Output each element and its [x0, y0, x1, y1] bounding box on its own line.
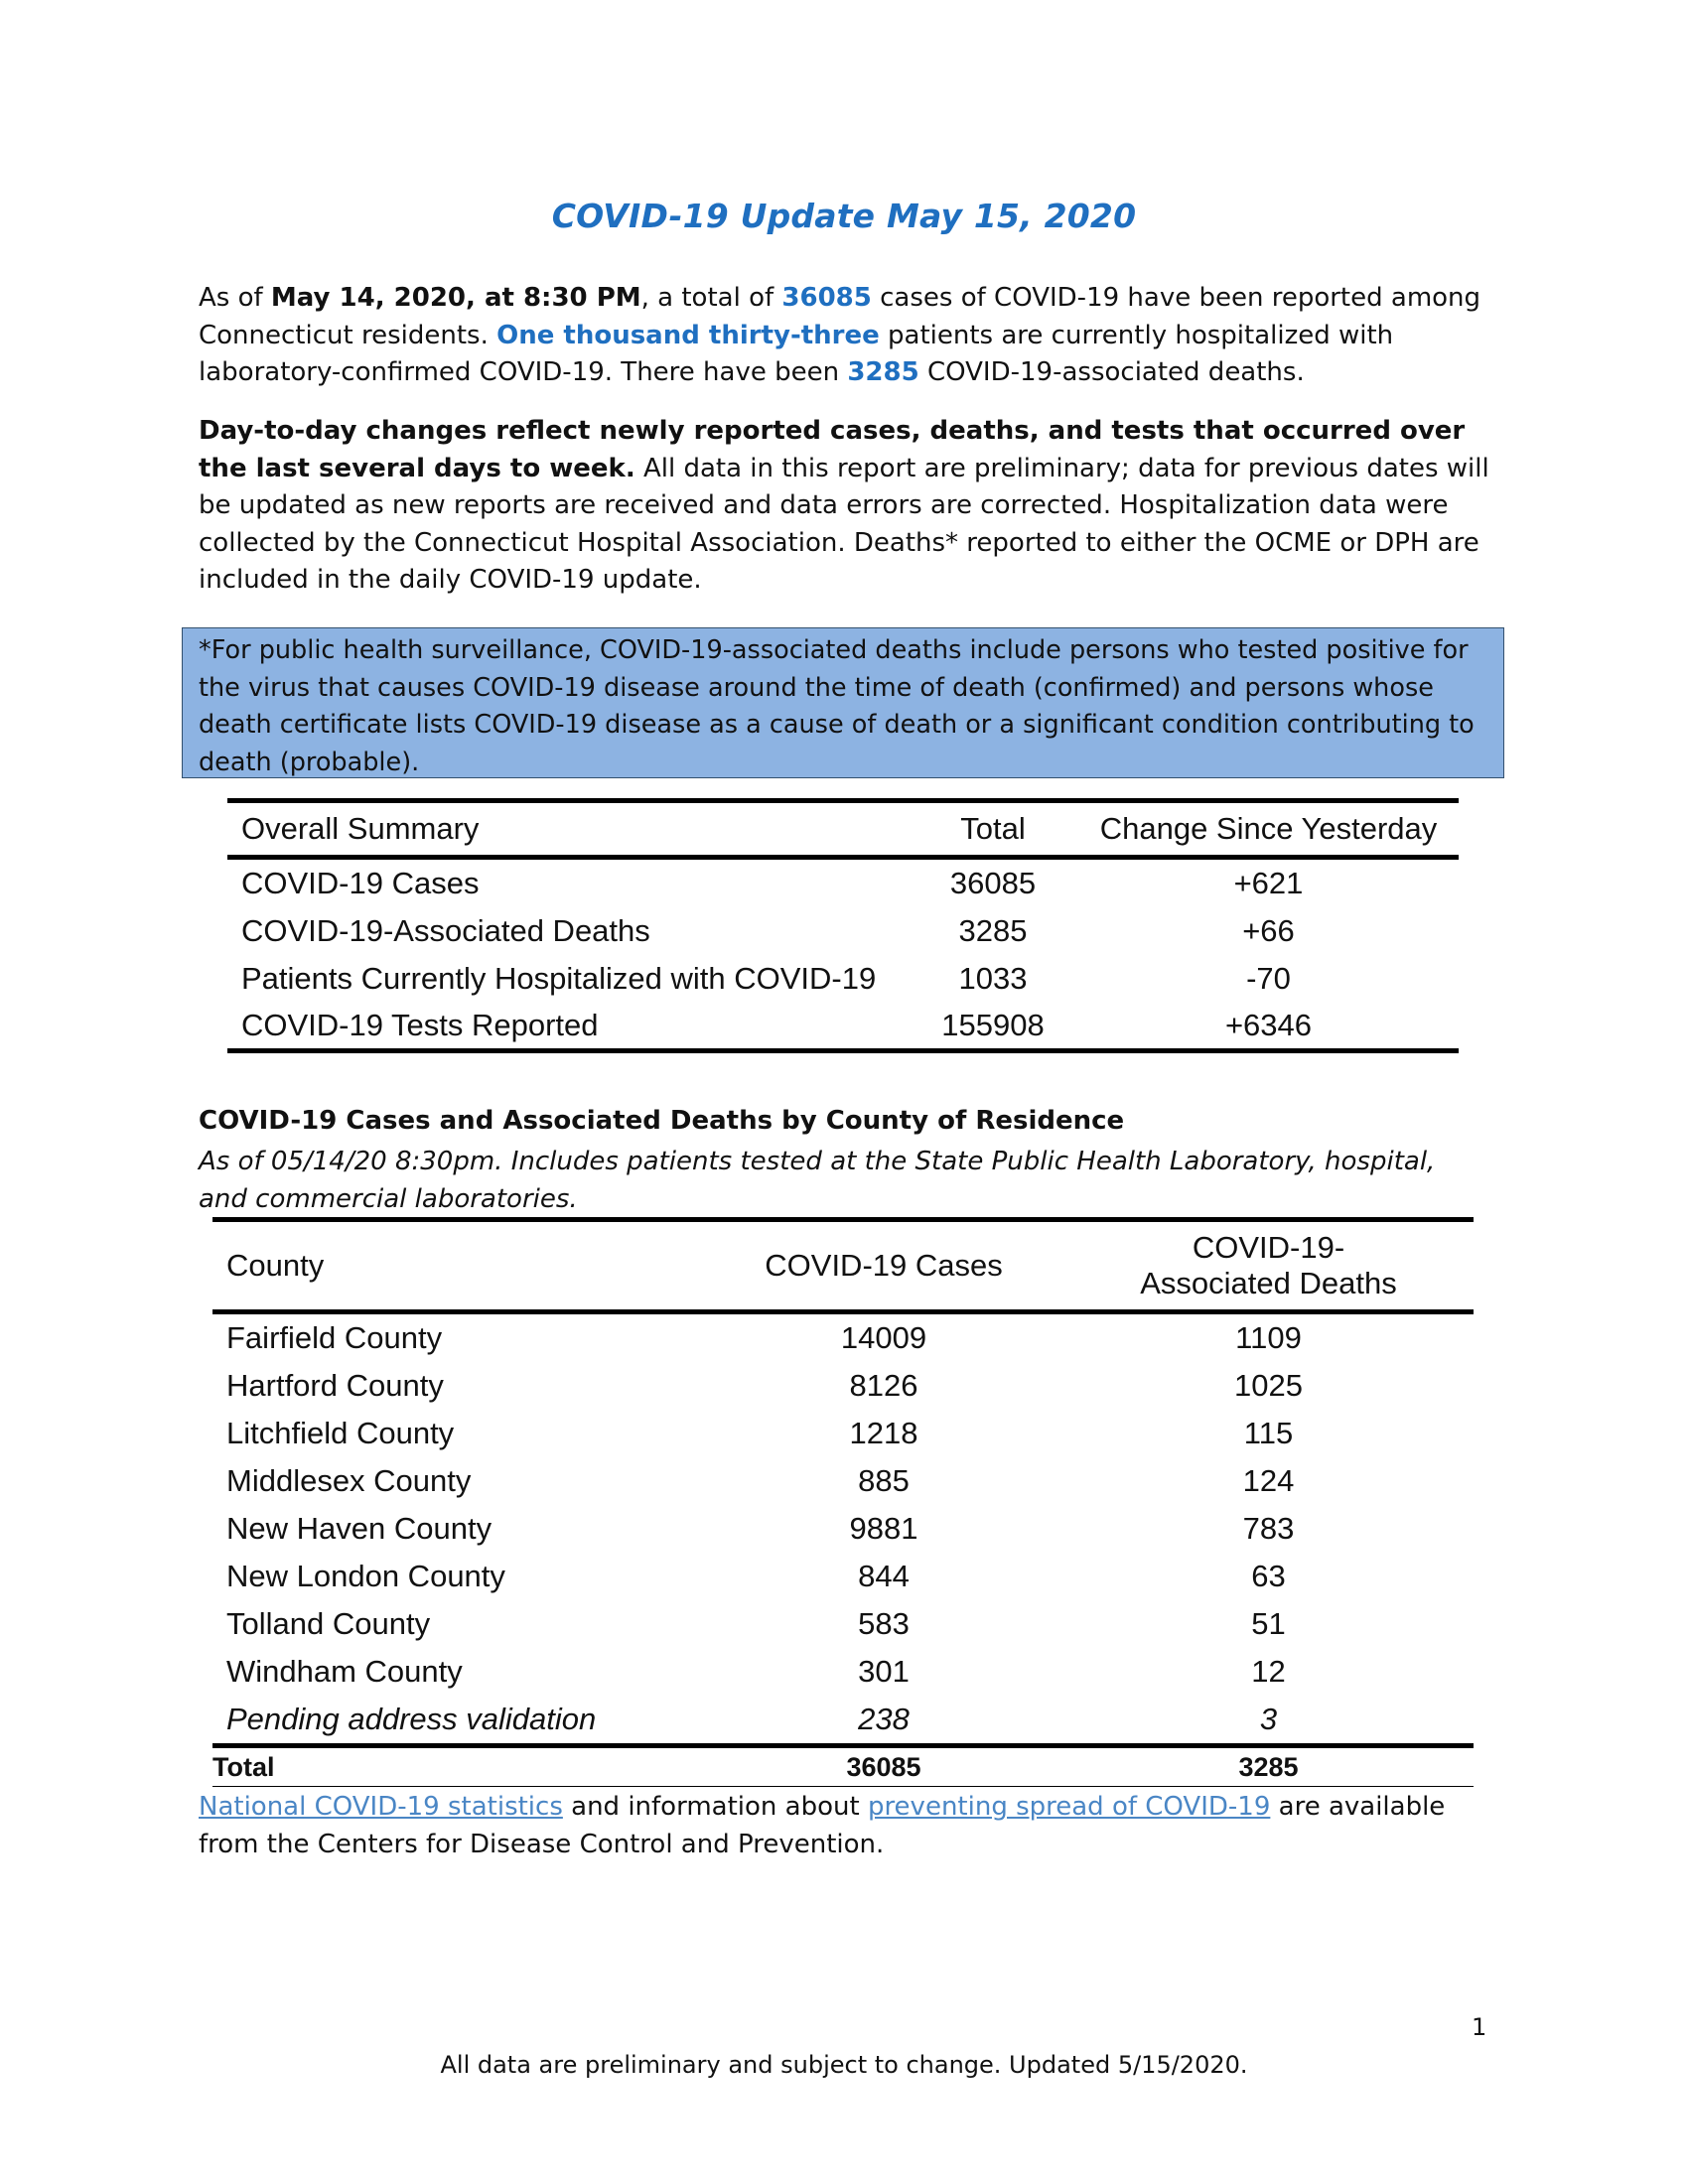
county-header-deaths-text: COVID-19-Associated Deaths: [1140, 1230, 1397, 1300]
county-cases: 583: [858, 1606, 910, 1641]
county-cases: 9881: [849, 1511, 918, 1546]
county-deaths: 115: [1243, 1416, 1294, 1450]
county-row: [212, 1362, 1474, 1410]
summary-total: 36085: [949, 866, 1037, 900]
page-number: 1: [1472, 2013, 1487, 2041]
summary-total: 155908: [908, 1003, 1078, 1051]
summary-row: [227, 858, 1459, 908]
summary-row: [227, 1003, 1459, 1051]
county-table: [212, 1217, 1474, 1787]
county-header-row: [212, 1220, 1474, 1312]
county-name: Windham County: [226, 1654, 463, 1689]
county-deaths: 12: [1251, 1654, 1286, 1689]
intro-text-1: As of: [199, 283, 271, 313]
page-title: COVID-19 Update May 15, 2020: [551, 197, 1137, 235]
intro-text-2: , a total of: [640, 283, 782, 313]
summary-row: [227, 955, 1459, 1003]
intro-text-3: cases of COVID-19 have been reported among Connecticut residents.: [199, 283, 1481, 350]
national-statistics-link[interactable]: National COVID-19 statistics: [199, 1792, 563, 1822]
county-name: New London County: [226, 1559, 505, 1593]
county-header-deaths: [1063, 1220, 1474, 1312]
total-cases-highlight: 36085: [781, 283, 872, 313]
county-name: Fairfield County: [226, 1320, 443, 1355]
county-name: Hartford County: [226, 1368, 444, 1403]
county-cases: 885: [858, 1463, 910, 1498]
county-header-cases: COVID-19 Cases: [704, 1220, 1063, 1312]
county-name: Middlesex County: [226, 1463, 472, 1498]
intro-text-4: patients are currently hospitalized with laboratory-confirmed COVID-19. There have been: [199, 320, 1394, 387]
summary-label: COVID-19 Cases: [241, 866, 480, 900]
overall-summary-table: [227, 798, 1459, 1053]
summary-row: [227, 907, 1459, 955]
county-cases: 301: [858, 1654, 910, 1689]
total-deaths: 3285: [1063, 1746, 1474, 1787]
county-header-county: County: [212, 1220, 704, 1312]
county-cases: 1218: [849, 1416, 918, 1450]
county-deaths: 51: [1251, 1606, 1286, 1641]
county-total-row: [212, 1746, 1474, 1787]
summary-change: +66: [1242, 913, 1295, 948]
summary-total: 3285: [958, 913, 1028, 948]
county-name: Litchfield County: [226, 1416, 455, 1450]
summary-change: +621: [1233, 866, 1304, 900]
summary-header-row: [227, 801, 1459, 858]
county-deaths: 1109: [1235, 1320, 1302, 1355]
county-name: Pending address validation: [226, 1702, 597, 1736]
links-text-2: are available from the Centers for Disease Control and Prevention.: [199, 1792, 1446, 1859]
county-cases: 238: [858, 1702, 910, 1736]
county-row: [212, 1648, 1474, 1696]
summary-header-change: Change Since Yesterday: [1078, 801, 1459, 858]
footer-note: All data are preliminary and subject to change. Updated 5/15/2020.: [440, 2051, 1248, 2079]
total-deaths-highlight: 3285: [847, 357, 919, 387]
summary-total: 1033: [958, 961, 1028, 996]
total-cases: 36085: [704, 1746, 1063, 1787]
intro-paragraph: [199, 280, 1489, 392]
cdc-links-paragraph: [199, 1789, 1509, 1863]
deaths-definition-note: *For public health surveillance, COVID-19-associated deaths include persons who tested positive for the virus that causes COVID-19 disease around the time of death (confirmed) and persons whose death certificate lists COVID-19 disease as a cause of death or a significant condition contributing to death (probable).: [182, 627, 1504, 778]
summary-header-label: Overall Summary: [227, 801, 908, 858]
links-text-1: and information about: [562, 1792, 868, 1822]
county-cases: 14009: [840, 1320, 927, 1355]
county-deaths: 1025: [1234, 1368, 1303, 1403]
changes-paragraph: [199, 413, 1489, 600]
summary-change: -70: [1246, 961, 1291, 996]
changes-text: All data in this report are preliminary; data for previous dates will be updated as new reports are received and data errors are corrected. Hospitalization data were collected by the Connecticut Hospital Association. Deaths* reported to either the OCME or DPH are included in the daily COVID-19 update.: [199, 453, 1489, 595]
county-deaths: 63: [1251, 1559, 1286, 1593]
county-row: [212, 1553, 1474, 1600]
county-section-subtitle: As of 05/14/20 8:30pm. Includes patients tested at the State Public Health Laboratory, hospital, and commercial laboratories.: [199, 1147, 1436, 1214]
county-row: [212, 1312, 1474, 1363]
county-row-pending: [212, 1696, 1474, 1746]
county-row: [212, 1457, 1474, 1505]
county-deaths: 124: [1242, 1463, 1295, 1498]
county-deaths: 783: [1242, 1511, 1295, 1546]
county-row: [212, 1505, 1474, 1553]
county-cases: 8126: [849, 1368, 918, 1403]
changes-bold-text: Day-to-day changes reflect newly reported cases, deaths, and tests that occurred over the last several days to week.: [199, 416, 1466, 483]
county-name: Tolland County: [226, 1606, 431, 1641]
county-section-title: COVID-19 Cases and Associated Deaths by County of Residence: [199, 1106, 1125, 1136]
total-label: Total: [212, 1746, 704, 1787]
county-row: [212, 1600, 1474, 1648]
preventing-spread-link[interactable]: preventing spread of COVID-19: [867, 1792, 1271, 1822]
summary-label: Patients Currently Hospitalized with COVID-19: [241, 961, 877, 996]
county-cases: 844: [858, 1559, 910, 1593]
summary-change: +6346: [1078, 1003, 1459, 1051]
county-deaths: 3: [1259, 1702, 1278, 1736]
county-name: New Haven County: [226, 1511, 492, 1546]
intro-text-5: COVID-19-associated deaths.: [918, 357, 1305, 387]
hospitalized-highlight: One thousand thirty-three: [496, 320, 880, 350]
summary-header-total: Total: [908, 801, 1078, 858]
county-row: [212, 1410, 1474, 1457]
report-date: May 14, 2020, at 8:30 PM: [270, 283, 641, 313]
summary-label: COVID-19 Tests Reported: [227, 1003, 908, 1051]
summary-label: COVID-19-Associated Deaths: [241, 913, 650, 948]
